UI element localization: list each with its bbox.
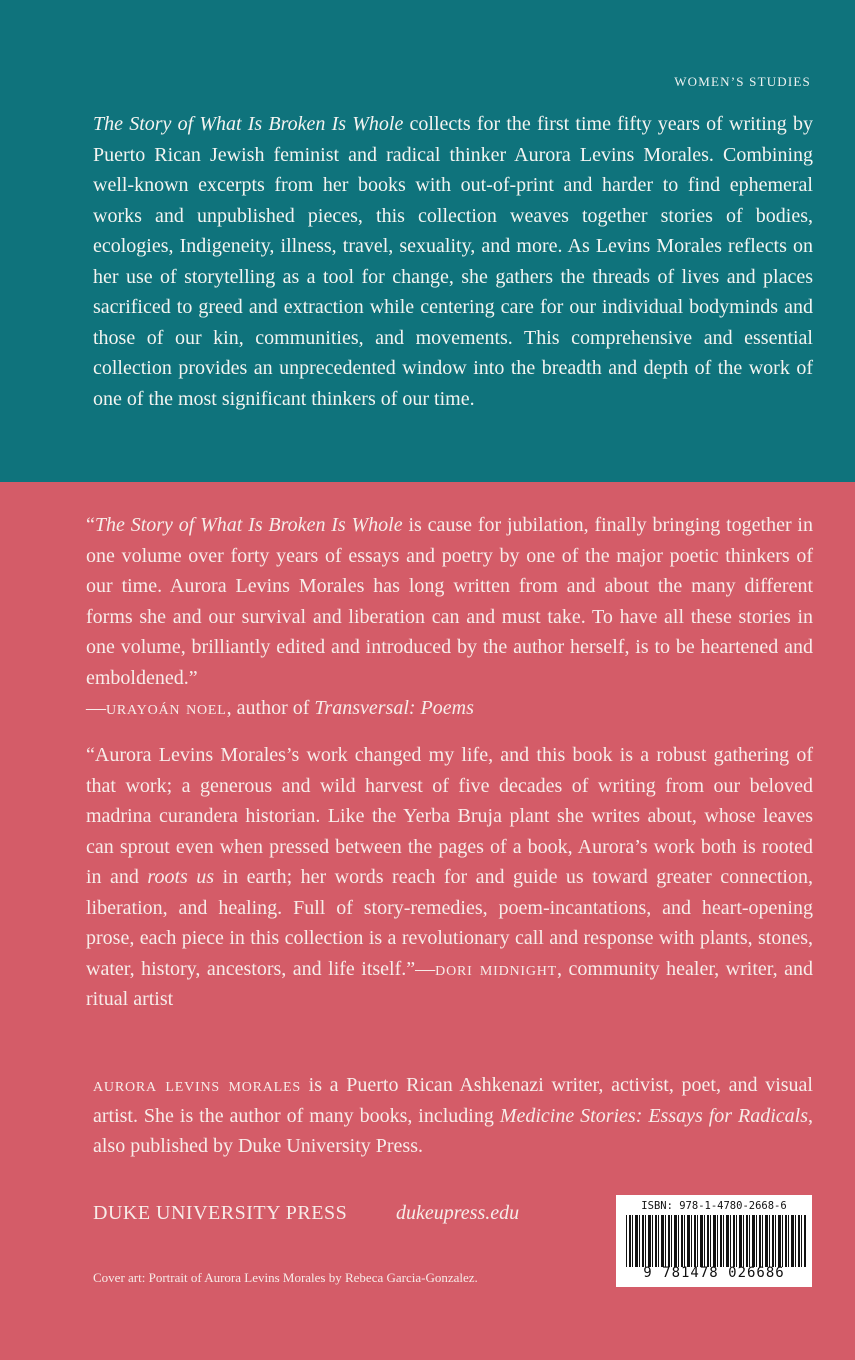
attribution-dash: — [86,697,106,719]
endorsement-midnight [86,740,813,1015]
isbn-label: ISBN: 978-1-4780-2668-6 [641,1200,787,1212]
quote1-work: Transversal: Poems [314,697,474,719]
open-quote: “ [86,514,95,536]
quote2-text-b: in earth; her words reach for and guide us toward greater connection, liberation, and healing. Full of story-remedies, poem-incantations, and heart-opening prose, each piece in this collection is a revolutionary call and response with plants, stones, water, history, ancestors, and life itself.”— [86,866,813,980]
book-description [93,109,813,414]
quote2-italic: roots us [147,866,215,888]
book-title: The Story of What Is Broken Is Whole [93,113,404,135]
bio-text-a: is a Puerto Rican Ashkenazi writer, activist, poet, and visual artist. She is the author of many books, including [93,1074,813,1127]
publisher-name: DUKE UNIVERSITY PRESS [93,1202,348,1224]
endorsement-noel [86,510,813,724]
barcode-bars [626,1215,806,1267]
quote2-text-a: “Aurora Levins Morales’s work changed my life, and this book is a robust gathering of that work; a generous and wild harvest of five decades of writing from our beloved madrina curandera historian. Like the Yerba Bruja plant she writes about, whose leaves can sprout even when pressed between the pages of a book, Aurora’s work both is rooted in and [86,744,813,888]
quote2-author-suffix: , community healer, writer, and ritual artist [86,957,814,1010]
cover-credit: Cover art: Portrait of Aurora Levins Morales by Rebeca Garcia-Gonzalez. [93,1270,478,1285]
description-text: collects for the first time fifty years of writing by Puerto Rican Jewish feminist and radical thinker Aurora Levins Morales. Combining well-known excerpts from her books with out-of-print and harder to find ephemeral works and unpublished pieces, this collection weaves together stories of bodies, ecologies, Indigeneity, illness, travel, sexuality, and more. As Levins Morales reflects on her use of storytelling as a tool for change, she gathers the threads of lives and places sacrificed to greed and extraction while centering care for our individual bodyminds and those of our kin, communities, and movements. This comprehensive and essential collection provides an unprecedented window into the breadth and depth of the work of one of the most significant thinkers of our time. [93,113,813,410]
category-label: WOMEN’S STUDIES [674,74,811,89]
barcode-number: 9 781478 026686 [643,1265,785,1281]
quote1-text: is cause for jubilation, finally bringing together in one volume over forty years of essays and poetry by one of the major poetic thinkers of our time. Aurora Levins Morales has long written from and about the many different forms she and our survival and liberation can and must take. To have all these stories in one volume, brilliantly edited and introduced by the author herself, is to be heartened and emboldened.” [86,514,813,689]
author-bio [93,1070,813,1162]
quote1-attribution [86,693,813,724]
bio-text-b: , also published by Duke University Press. [93,1104,813,1157]
quote1-author-suffix: , author of [226,697,315,719]
publisher-website: dukeupress.edu [396,1202,520,1224]
quote1-author: urayoán noel [106,697,227,719]
bio-author-name: aurora levins morales [93,1074,301,1096]
quote2-author: dori midnight [435,957,558,980]
bio-book-title: Medicine Stories: Essays for Radicals [499,1104,808,1127]
barcode [616,1195,812,1287]
quote1-title: The Story of What Is Broken Is Whole [94,514,403,536]
